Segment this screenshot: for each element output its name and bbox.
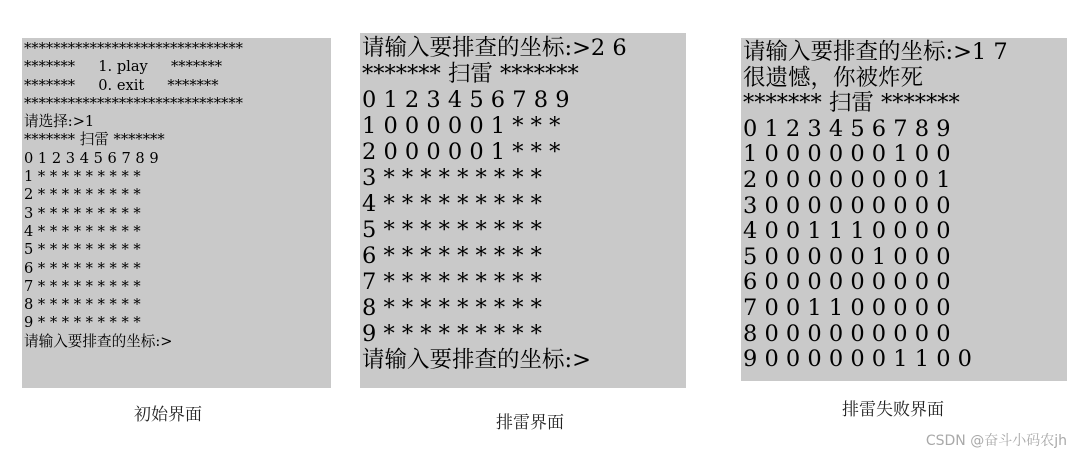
console-line: 3 * * * * * * * * * [362, 165, 542, 191]
console-line: 4 0 0 1 1 1 0 0 0 0 [743, 218, 951, 245]
console-line: ******* 0. exit ******* [24, 76, 219, 94]
console-line: 5 * * * * * * * * * [362, 217, 542, 243]
watermark: CSDN @奋斗小码农jh [925, 433, 1067, 449]
console-line: 9 0 0 0 0 0 0 1 1 0 0 [743, 346, 972, 373]
console-line: ******* 扫雷 ******* [24, 131, 165, 149]
console-line: 3 0 0 0 0 0 0 0 0 0 [743, 192, 951, 219]
console-line: ******* 扫雷 ******* [743, 90, 960, 117]
console-line: 6 * * * * * * * * * [362, 243, 542, 269]
console-panel-fail [741, 38, 1067, 381]
console-line: 1 0 0 0 0 0 0 1 0 0 [743, 141, 951, 168]
console-line: 3 * * * * * * * * * [24, 204, 141, 222]
console-line: 6 * * * * * * * * * [24, 259, 141, 277]
console-panel-initial [22, 38, 331, 388]
console-line: 请输入要排查的坐标:> [362, 347, 591, 373]
console-line: 请输入要排查的坐标:>1 7 [743, 39, 1008, 65]
caption-initial: 初始界面 [134, 405, 202, 425]
console-line: 9 * * * * * * * * * [362, 321, 542, 347]
console-line: 0 1 2 3 4 5 6 7 8 9 [743, 115, 951, 142]
console-line: 请输入要排查的坐标:> [24, 332, 173, 350]
console-line: 0 1 2 3 4 5 6 7 8 9 [362, 87, 570, 113]
console-line: ****************************** [24, 40, 243, 57]
console-line: 8 0 0 0 0 0 0 0 0 0 [743, 320, 951, 347]
console-line: 4 * * * * * * * * * [362, 191, 542, 217]
console-line: 7 0 0 1 1 0 0 0 0 0 [743, 294, 951, 321]
console-line: 6 0 0 0 0 0 0 0 0 0 [743, 269, 951, 296]
console-line: 4 * * * * * * * * * [24, 222, 141, 240]
console-line: 8 * * * * * * * * * [362, 295, 542, 321]
console-line: ******* 1. play ******* [24, 58, 223, 76]
console-line: 5 0 0 0 0 0 1 0 0 0 [743, 243, 951, 270]
console-line: 请选择:>1 [24, 113, 95, 131]
console-line: 0 1 2 3 4 5 6 7 8 9 [24, 149, 159, 167]
console-line: 8 * * * * * * * * * [24, 296, 141, 314]
console-line: ******* 扫雷 ******* [362, 61, 579, 87]
console-line: 7 * * * * * * * * * [362, 269, 542, 295]
console-line: 很遗憾，你被炸死 [743, 64, 924, 91]
console-line: 9 * * * * * * * * * [24, 314, 141, 332]
console-line: 1 0 0 0 0 0 1 * * * [362, 113, 561, 139]
console-line: 1 * * * * * * * * * [24, 168, 141, 186]
console-line: 5 * * * * * * * * * [24, 241, 141, 259]
caption-fail: 排雷失败界面 [842, 400, 944, 420]
console-line: 2 0 0 0 0 0 0 0 0 1 [743, 166, 951, 193]
caption-check: 排雷界面 [496, 413, 564, 433]
console-panel-check [360, 33, 686, 388]
console-line: ****************************** [24, 94, 243, 112]
console-line: 2 0 0 0 0 0 1 * * * [362, 139, 561, 165]
console-line: 请输入要排查的坐标:>2 6 [362, 35, 627, 61]
console-line: 7 * * * * * * * * * [24, 277, 141, 295]
console-line: 2 * * * * * * * * * [24, 186, 141, 204]
